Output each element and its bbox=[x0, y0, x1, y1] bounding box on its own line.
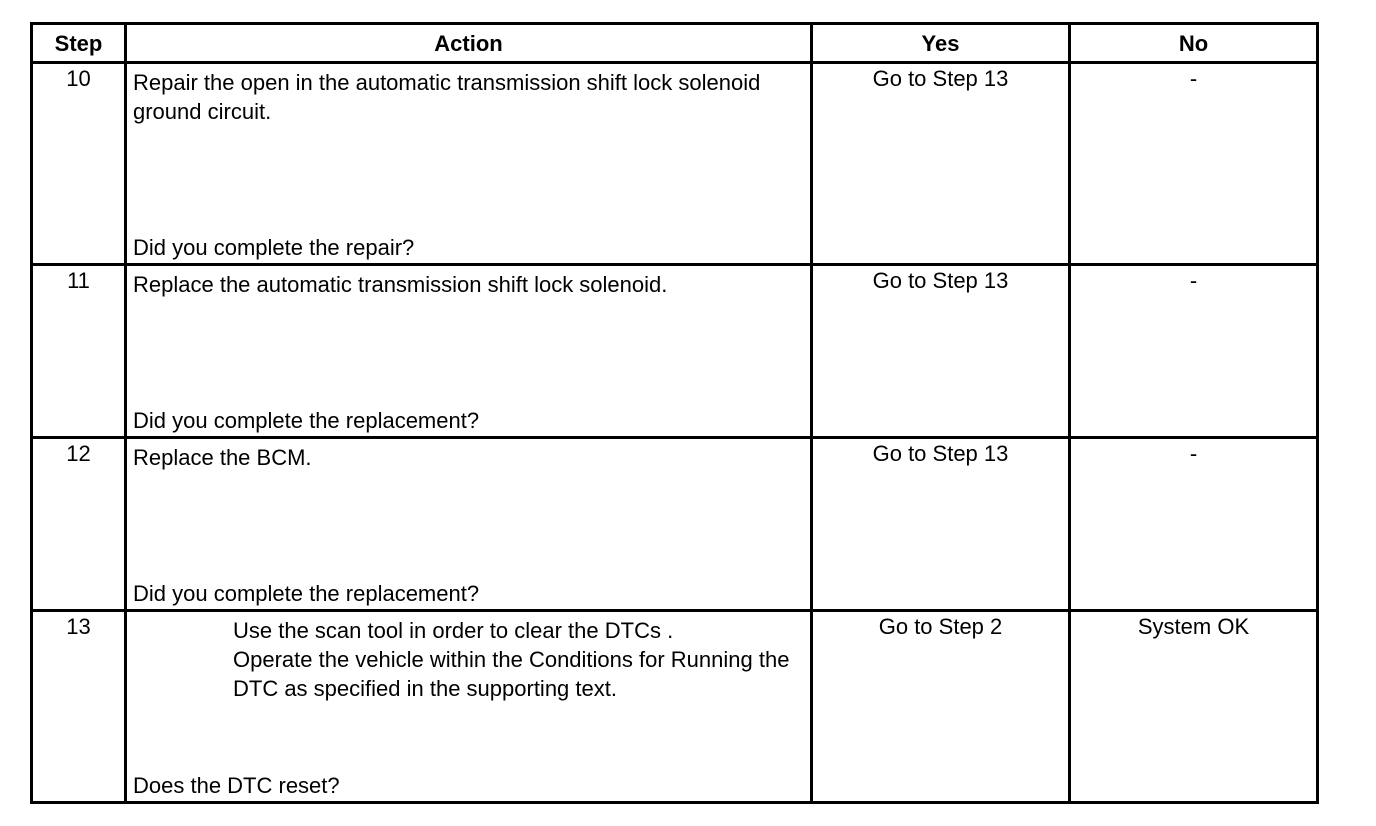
no-cell bbox=[1070, 63, 1318, 265]
step-number: 13 bbox=[32, 611, 126, 803]
table-row bbox=[32, 438, 1318, 611]
action-text: Repair the open in the automatic transmission shift lock solenoid ground circuit. bbox=[133, 70, 761, 124]
no-result: System OK bbox=[1137, 614, 1250, 639]
yes-result: Go to Step 13 bbox=[872, 441, 1009, 466]
yes-result: Go to Step 13 bbox=[872, 268, 1009, 293]
step-number: 11 bbox=[32, 265, 126, 438]
header-action: Action bbox=[126, 24, 812, 63]
header-step: Step bbox=[32, 24, 126, 63]
yes-result: Go to Step 13 bbox=[872, 66, 1009, 91]
action-question: Does the DTC reset? bbox=[133, 773, 340, 798]
header-no: No bbox=[1070, 24, 1318, 63]
diagnostic-procedure-table bbox=[30, 22, 1319, 804]
action-question: Did you complete the replacement? bbox=[133, 408, 480, 433]
yes-result: Go to Step 2 bbox=[878, 614, 1003, 639]
step-number: 10 bbox=[32, 63, 126, 265]
action-question: Did you complete the repair? bbox=[133, 235, 415, 260]
action-line: Use the scan tool in order to clear the DTCs . bbox=[233, 618, 674, 643]
table-row bbox=[32, 63, 1318, 265]
table-row bbox=[32, 611, 1318, 803]
action-cell bbox=[126, 265, 812, 438]
yes-cell bbox=[812, 63, 1070, 265]
no-cell bbox=[1070, 438, 1318, 611]
table-header-row bbox=[32, 24, 1318, 63]
header-yes: Yes bbox=[812, 24, 1070, 63]
table-row bbox=[32, 265, 1318, 438]
yes-cell bbox=[812, 611, 1070, 803]
action-text: Replace the BCM. bbox=[133, 445, 312, 470]
no-result: - bbox=[1189, 441, 1198, 466]
action-cell bbox=[126, 438, 812, 611]
no-result: - bbox=[1189, 66, 1198, 91]
action-question: Did you complete the replacement? bbox=[133, 581, 480, 606]
no-result: - bbox=[1189, 268, 1198, 293]
no-cell bbox=[1070, 265, 1318, 438]
action-text: Replace the automatic transmission shift lock solenoid. bbox=[133, 272, 668, 297]
yes-cell bbox=[812, 265, 1070, 438]
action-cell bbox=[126, 63, 812, 265]
step-number: 12 bbox=[32, 438, 126, 611]
action-text bbox=[233, 616, 790, 703]
no-cell bbox=[1070, 611, 1318, 803]
action-cell bbox=[126, 611, 812, 803]
yes-cell bbox=[812, 438, 1070, 611]
action-line: Operate the vehicle within the Conditions for Running the DTC as specified in the supporting text. bbox=[233, 647, 790, 701]
